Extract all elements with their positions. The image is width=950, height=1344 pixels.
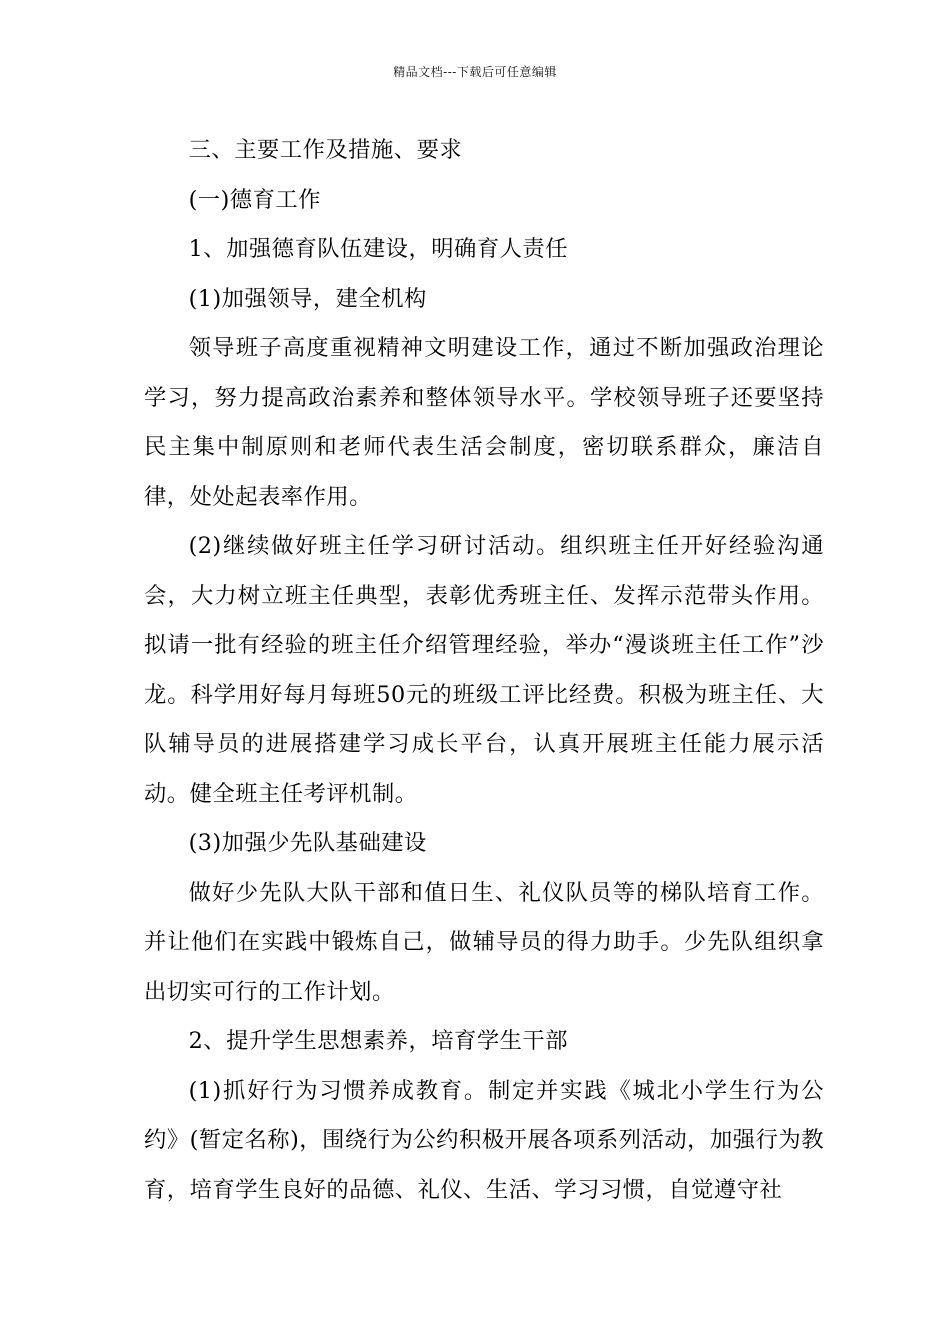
- item-heading: 2、提升学生思想素养，培育学生干部: [188, 1028, 569, 1054]
- body-paragraph: (1)抓好行为习惯养成教育。制定并实践《城北小学生行为公约》(暂定名称)，围绕行为公约积极开展各项系列活动，加强行为教育，培育学生良好的品德、礼仪、生活、学习习惯，自觉遵守社: [144, 1077, 824, 1203]
- body-paragraph: 做好少先队大队干部和值日生、礼仪队员等的梯队培育工作。并让他们在实践中锻炼自己，做辅导员的得力助手。少先队组织拿出切实可行的工作计划。: [144, 879, 824, 1005]
- section-heading: 三、主要工作及措施、要求: [188, 137, 463, 163]
- subitem-heading: (3)加强少先队基础建设: [188, 830, 427, 856]
- page-header: 精品文档---下载后可任意编辑: [393, 65, 557, 79]
- subsection-heading: (一)德育工作: [188, 186, 321, 213]
- body-paragraph: (2)继续做好班主任学习研讨活动。组织班主任开好经验沟通会，大力树立班主任典型，表彰优秀班主任、发挥示范带头作用。拟请一批有经验的班主任介绍管理经验，举办“漫谈班主任工作”沙龙。科学用好每月每班50元的班级工评比经费。积极为班主任、大队辅导员的进展搭建学习成长平台，认真开展班主任能力展示活动。健全班主任考评机制。: [144, 533, 824, 807]
- item-heading: 1、加强德育队伍建设，明确育人责任: [188, 236, 569, 262]
- body-paragraph: 领导班子高度重视精神文明建设工作，通过不断加强政治理论学习，努力提高政治素养和整体领导水平。学校领导班子还要坚持民主集中制原则和老师代表生活会制度，密切联系群众，廉洁自律，处处起表率作用。: [144, 335, 824, 510]
- subitem-heading: (1)加强领导，建全机构: [188, 285, 427, 312]
- document-body: [144, 126, 824, 1215]
